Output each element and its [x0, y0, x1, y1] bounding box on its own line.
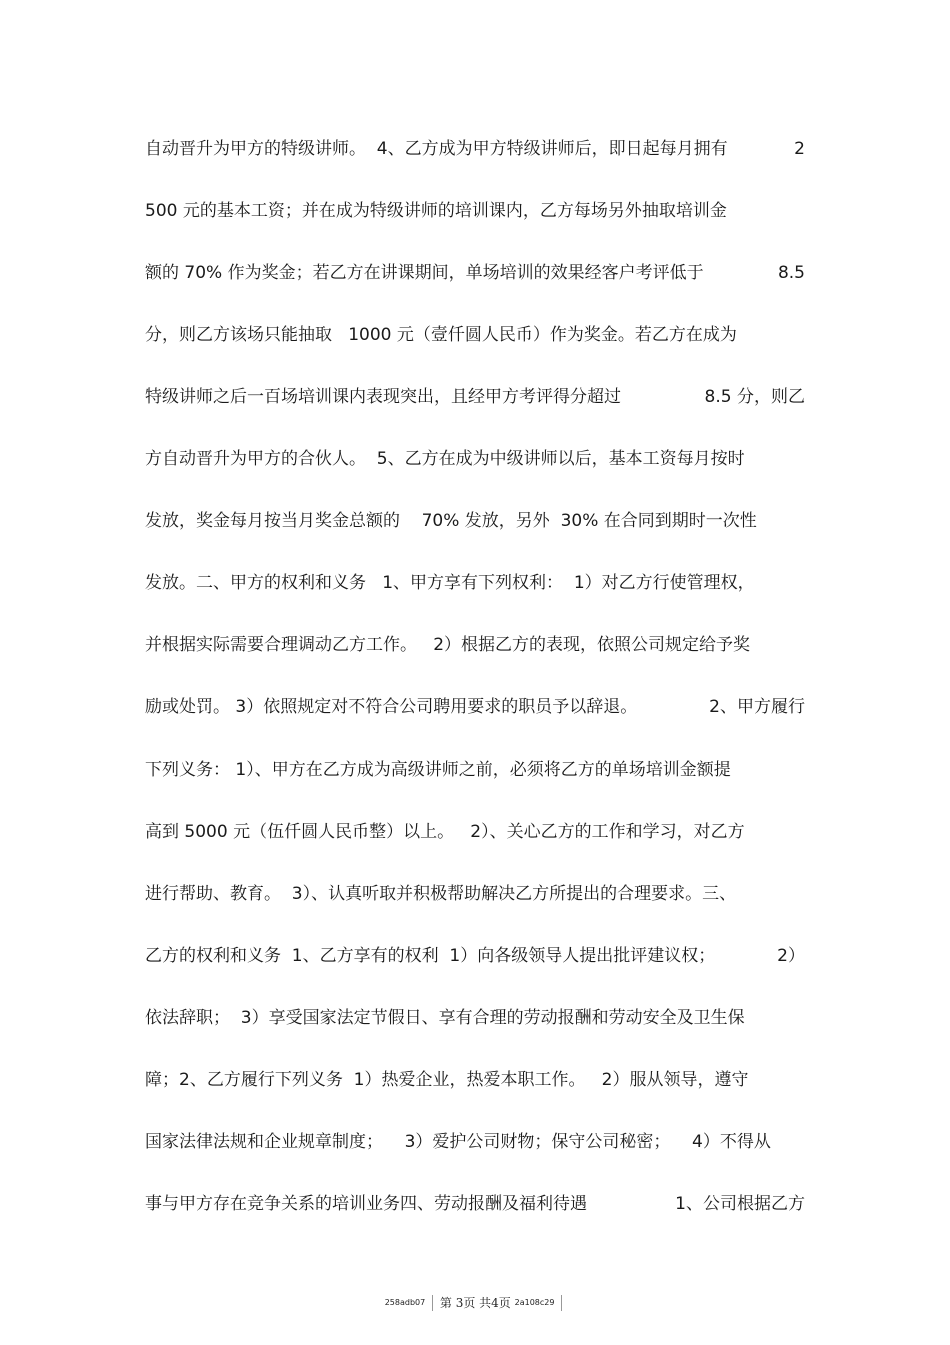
- text-segment: 障；2、乙方履行下列义务 1）热爱企业，热爱本职工作。 2）服从领导，遵守: [145, 1070, 749, 1090]
- text-line: [145, 137, 805, 161]
- text-line: [145, 1068, 805, 1092]
- text-segment: 2）: [777, 946, 805, 966]
- text-line: [145, 695, 805, 719]
- text-segment: 国家法律法规和企业规章制度； 3）爱护公司财物；保守公司秘密； 4）不得从: [145, 1132, 771, 1152]
- text-line: [145, 447, 805, 471]
- text-segment: 进行帮助、教育。 3）、认真听取并积极帮助解决乙方所提出的合理要求。三、: [145, 884, 737, 904]
- footer-right-code: 2a108c29: [514, 1298, 555, 1307]
- text-segment: 依法辞职； 3）享受国家法定节假日、享有合理的劳动报酬和劳动安全及卫生保: [145, 1008, 745, 1028]
- text-segment: 2: [794, 139, 805, 159]
- text-line: [145, 758, 805, 782]
- text-segment: 1、公司根据乙方: [675, 1194, 805, 1214]
- text-segment: 2、甲方履行: [709, 697, 805, 717]
- page-footer: [0, 1294, 950, 1311]
- text-segment: 分，则乙方该场只能抽取 1000 元（壹仟圆人民币）作为奖金。若乙方在成为: [145, 325, 737, 345]
- text-line: [145, 199, 805, 223]
- text-line: [145, 571, 805, 595]
- text-line: [145, 633, 805, 657]
- text-segment: 额的 70% 作为奖金；若乙方在讲课期间，单场培训的效果经客户考评低于: [145, 263, 704, 283]
- text-line: [145, 944, 805, 968]
- text-segment: 8.5: [777, 263, 805, 283]
- text-segment: 发放，奖金每月按当月奖金总额的 70% 发放，另外 30% 在合同到期时一次性: [145, 511, 757, 531]
- text-line: [145, 385, 805, 409]
- text-segment: 乙方的权利和义务 1、乙方享有的权利 1）向各级领导人提出批评建议权；: [145, 946, 716, 966]
- footer-divider: [432, 1295, 433, 1311]
- footer-left-code: 258adb07: [384, 1298, 426, 1307]
- text-segment: 500 元的基本工资；并在成为特级讲师的培训课内，乙方每场另外抽取培训金: [145, 201, 727, 221]
- text-segment: 8.5 分，则乙: [704, 387, 805, 407]
- text-segment: 发放。二、甲方的权利和义务 1、甲方享有下列权利： 1）对乙方行使管理权，: [145, 573, 755, 593]
- text-line: [145, 1192, 805, 1216]
- text-line: [145, 261, 805, 285]
- text-line: [145, 882, 805, 906]
- text-segment: 励或处罚。 3）依照规定对不符合公司聘用要求的职员予以辞退。: [145, 697, 638, 717]
- text-segment: 事与甲方存在竞争关系的培训业务四、劳动报酬及福利待遇: [145, 1194, 587, 1214]
- footer-divider: [561, 1295, 562, 1311]
- text-line: [145, 820, 805, 844]
- text-segment: 自动晋升为甲方的特级讲师。 4、乙方成为甲方特级讲师后，即日起每月拥有: [145, 139, 728, 159]
- text-segment: 并根据实际需要合理调动乙方工作。 2）根据乙方的表现，依照公司规定给予奖: [145, 635, 751, 655]
- text-segment: 高到 5000 元（伍仟圆人民币整）以上。 2）、关心乙方的工作和学习，对乙方: [145, 822, 745, 842]
- text-line: [145, 509, 805, 533]
- page-number: 第 3页 共4页: [439, 1296, 511, 1310]
- text-line: [145, 1006, 805, 1030]
- text-line: [145, 1130, 805, 1154]
- text-line: [145, 323, 805, 347]
- text-segment: 特级讲师之后一百场培训课内表现突出，且经甲方考评得分超过: [145, 387, 621, 407]
- text-segment: 方自动晋升为甲方的合伙人。 5、乙方在成为中级讲师以后，基本工资每月按时: [145, 449, 745, 469]
- text-segment: 下列义务： 1）、甲方在乙方成为高级讲师之前，必须将乙方的单场培训金额提: [145, 760, 731, 780]
